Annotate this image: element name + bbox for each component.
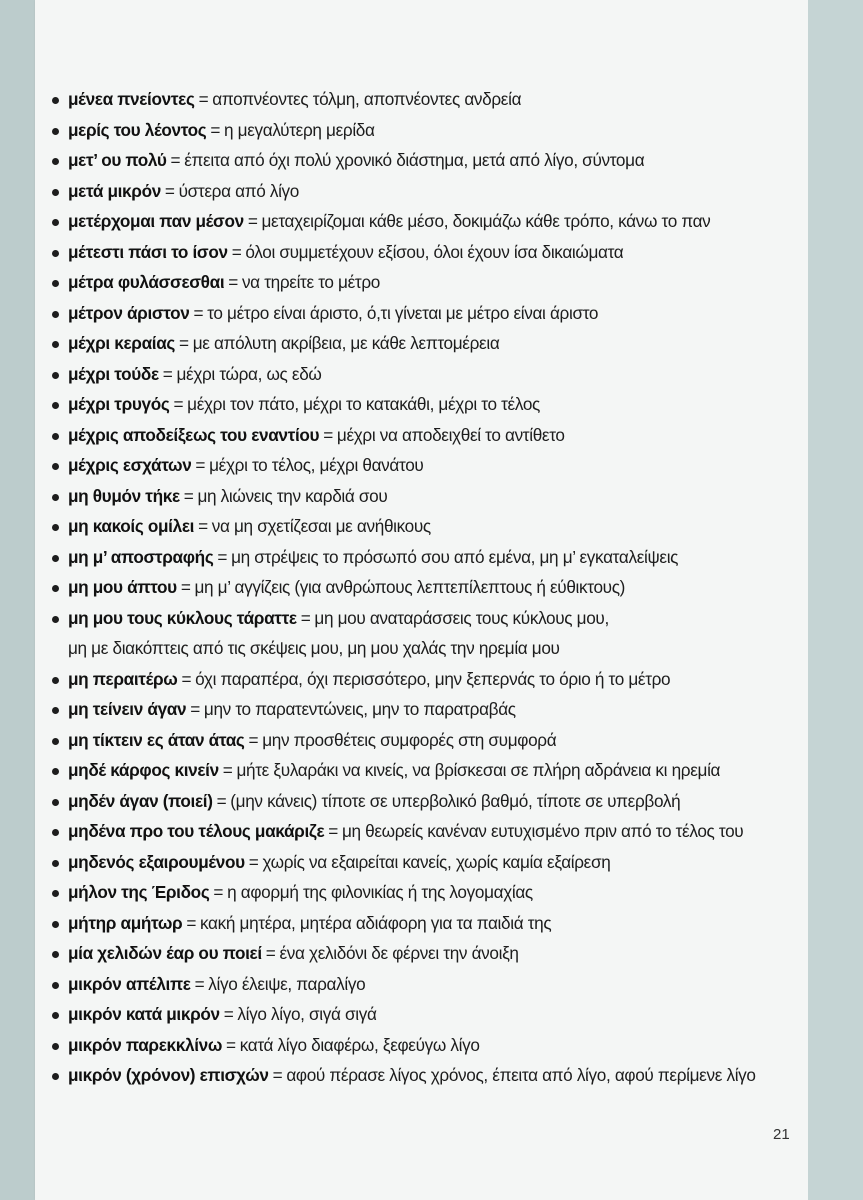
list-item xyxy=(51,115,811,146)
entry-term: μηδένα προ του τέλους μακάριζε xyxy=(68,821,325,841)
list-item xyxy=(51,450,811,481)
bullet-icon xyxy=(52,97,59,104)
entry-term: μετ’ ου πολύ xyxy=(68,150,167,170)
entry-term: μη τίκτειν ες άταν άτας xyxy=(68,729,245,750)
entry-term: μία χελιδών έαρ ου ποιεί xyxy=(68,943,262,963)
equals-sign: = xyxy=(190,699,200,719)
entry-term: μέτρα φυλάσσεσθαι xyxy=(68,272,225,292)
equals-sign: = xyxy=(272,1065,283,1085)
equals-sign: = xyxy=(217,546,228,567)
entry-term: μηδέ κάρφος κινείν xyxy=(68,760,219,780)
entry-meaning: το μέτρο είναι άριστο, ό,τι γίνεται με μέτρο είναι άριστο xyxy=(207,302,599,323)
equals-sign: = xyxy=(328,821,338,841)
list-item xyxy=(51,725,811,756)
entry-meaning: αφού πέρασε λίγος χρόνος, έπειτα από λίγο, αφού περίμενε λίγο xyxy=(286,1065,756,1085)
page-left-edge xyxy=(0,0,35,1200)
list-item xyxy=(51,389,811,420)
bullet-icon xyxy=(52,1012,59,1019)
bullet-icon xyxy=(52,311,59,318)
entry-term: μέχρι τούδε xyxy=(68,363,159,384)
equals-sign: = xyxy=(248,851,259,872)
entry-term: μη κακοίς ομίλει xyxy=(68,516,195,536)
list-item xyxy=(51,1030,811,1061)
equals-sign: = xyxy=(173,394,184,414)
list-item xyxy=(51,84,811,115)
bullet-icon xyxy=(52,433,59,440)
list-item xyxy=(51,877,811,908)
bullet-icon xyxy=(52,677,59,684)
entry-meaning: μην το παρατεντώνεις, μην το παρατραβάς xyxy=(203,699,516,719)
list-item xyxy=(51,359,811,390)
entry-term: μη περαιτέρω xyxy=(68,668,178,689)
entry-meaning: με απόλυτη ακρίβεια, με κάθε λεπτομέρεια xyxy=(192,333,500,353)
equals-sign: = xyxy=(181,668,192,689)
equals-sign: = xyxy=(195,455,206,475)
equals-sign: = xyxy=(164,180,175,201)
entry-term: μη μ’ αποστραφής xyxy=(68,546,214,567)
list-item xyxy=(51,267,811,298)
entry-meaning: να μη σχετίζεσαι με ανήθικους xyxy=(211,516,431,536)
entry-term: μέχρις εσχάτων xyxy=(68,455,192,475)
entry-term: μη μου άπτου xyxy=(68,577,177,597)
equals-sign: = xyxy=(179,333,189,353)
entry-term: μερίς του λέοντος xyxy=(68,119,207,140)
entry-term: μήλον της Έριδος xyxy=(68,882,210,902)
entry-meaning: μη στρέψεις το πρόσωπό σου από εμένα, μη μ’ εγκαταλείψεις xyxy=(231,546,679,567)
bullet-icon xyxy=(52,921,59,928)
bullet-icon xyxy=(52,402,59,409)
equals-sign: = xyxy=(180,577,191,597)
bullet-icon xyxy=(52,189,59,196)
equals-sign: = xyxy=(198,89,209,109)
equals-sign: = xyxy=(210,119,221,140)
equals-sign: = xyxy=(228,272,238,292)
entry-meaning: η μεγαλύτερη μερίδα xyxy=(224,119,375,140)
list-item xyxy=(51,511,811,542)
entry-term: μήτηρ αμήτωρ xyxy=(68,912,183,933)
entry-term: μένεα πνείοντες xyxy=(68,89,195,109)
bullet-icon xyxy=(52,1073,59,1080)
bullet-icon xyxy=(52,1043,59,1050)
list-item xyxy=(51,664,811,695)
entry-term: μη τείνειν άγαν xyxy=(68,699,187,719)
entry-meaning: μην προσθέτεις συμφορές στη συμφορά xyxy=(262,729,557,750)
entry-term: μέχρι κεραίας xyxy=(68,333,176,353)
list-item xyxy=(51,176,811,207)
bullet-icon xyxy=(52,799,59,806)
entry-meaning: χωρίς να εξαιρείται κανείς, χωρίς καμία εξαίρεση xyxy=(262,851,611,872)
bullet-icon xyxy=(52,555,59,562)
bullet-icon xyxy=(52,524,59,531)
entry-meaning: μέχρι το τέλος, μέχρι θανάτου xyxy=(209,455,424,475)
entry-meaning: μέχρι τον πάτο, μέχρι το κατακάθι, μέχρι το τέλος xyxy=(187,394,540,414)
entry-meaning: κακή μητέρα, μητέρα αδιάφορη για τα παιδιά της xyxy=(200,912,552,933)
entry-meaning: μη μ’ αγγίζεις (για ανθρώπους λεπτεπίλεπτους ή εύθικτους) xyxy=(194,577,626,597)
entry-term: μέτεστι πάσι το ίσον xyxy=(68,241,228,262)
bullet-icon xyxy=(52,128,59,135)
entry-term: μη θυμόν τήκε xyxy=(68,485,180,506)
equals-sign: = xyxy=(183,485,194,506)
list-item xyxy=(51,847,811,878)
list-item xyxy=(51,908,811,939)
entry-term: μη μου τους κύκλους τάραττε xyxy=(68,607,297,628)
entry-meaning: μεταχειρίζομαι κάθε μέσο, δοκιμάζω κάθε τρόπο, κάνω το παν xyxy=(261,211,711,231)
bullet-icon xyxy=(52,494,59,501)
entry-term: μέτρον άριστον xyxy=(68,302,190,323)
list-item xyxy=(51,969,811,1000)
entry-meaning: μη λιώνεις την καρδιά σου xyxy=(197,485,388,506)
equals-sign: = xyxy=(226,1034,236,1055)
bullet-icon xyxy=(52,707,59,714)
equals-sign: = xyxy=(231,241,242,262)
entry-meaning: έπειτα από όχι πολύ χρονικό διάστημα, μετά από λίγο, σύντομα xyxy=(184,150,645,170)
document-page xyxy=(35,0,808,1200)
bullet-icon xyxy=(52,158,59,165)
bullet-icon xyxy=(52,250,59,257)
equals-sign: = xyxy=(300,607,311,628)
equals-sign: = xyxy=(223,1004,234,1024)
bullet-icon xyxy=(52,738,59,745)
entry-term: μετά μικρόν xyxy=(68,180,161,201)
entry-meaning: μη μου αναταράσσεις τους κύκλους μου, xyxy=(314,607,609,628)
equals-sign: = xyxy=(186,912,197,933)
list-item xyxy=(51,542,811,573)
equals-sign: = xyxy=(170,150,181,170)
entry-meaning: η αφορμή της φιλονικίας ή της λογομαχίας xyxy=(227,882,533,902)
list-item xyxy=(51,420,811,451)
bullet-icon xyxy=(52,982,59,989)
entry-term: μικρόν παρεκκλίνω xyxy=(68,1034,223,1055)
list-item xyxy=(51,328,811,359)
entry-term: μέχρις αποδείξεως του εναντίου xyxy=(68,424,320,445)
bullet-icon xyxy=(52,829,59,836)
equals-sign: = xyxy=(222,760,233,780)
entry-term: μικρόν κατά μικρόν xyxy=(68,1004,220,1024)
equals-sign: = xyxy=(162,363,173,384)
entry-meaning: να τηρείτε το μέτρο xyxy=(241,272,380,292)
bullet-icon xyxy=(52,585,59,592)
page-right-edge xyxy=(808,0,863,1200)
bullet-icon xyxy=(52,951,59,958)
list-item xyxy=(51,481,811,512)
entry-meaning: μέχρι τώρα, ως εδώ xyxy=(176,363,322,384)
list-item xyxy=(51,999,811,1030)
equals-sign: = xyxy=(247,211,258,231)
entry-meaning: (μην κάνεις) τίποτε σε υπερβολικό βαθμό, τίποτε σε υπερβολή xyxy=(230,790,681,811)
bullet-icon xyxy=(52,280,59,287)
list-item xyxy=(51,1060,811,1091)
bullet-icon xyxy=(52,372,59,379)
entry-term: μηδέν άγαν (ποιεί) xyxy=(68,790,213,811)
list-item xyxy=(51,206,811,237)
phrase-list xyxy=(51,84,811,1091)
list-item xyxy=(51,786,811,817)
list-item xyxy=(51,145,811,176)
equals-sign: = xyxy=(213,882,224,902)
bullet-icon xyxy=(52,768,59,775)
entry-meaning: μήτε ξυλαράκι να κινείς, να βρίσκεσαι σε πλήρη αδράνεια κι ηρεμία xyxy=(236,760,721,780)
list-item xyxy=(51,938,811,969)
list-item xyxy=(51,603,811,664)
entry-meaning: κατά λίγο διαφέρω, ξεφεύγω λίγο xyxy=(239,1034,480,1055)
list-item xyxy=(51,298,811,329)
bullet-icon xyxy=(52,860,59,867)
entry-term: μετέρχομαι παν μέσον xyxy=(68,211,244,231)
list-item xyxy=(51,694,811,725)
bullet-icon xyxy=(52,616,59,623)
equals-sign: = xyxy=(248,729,259,750)
entry-term: μέχρι τρυγός xyxy=(68,394,170,414)
bullet-icon xyxy=(52,341,59,348)
entry-meaning: ένα χελιδόνι δε φέρνει την άνοιξη xyxy=(279,943,519,963)
equals-sign: = xyxy=(198,516,208,536)
entry-term: μηδενός εξαιρουμένου xyxy=(68,851,245,872)
entry-meaning: όχι παραπέρα, όχι περισσότερο, μην ξεπερνάς το όριο ή το μέτρο xyxy=(195,668,671,689)
entry-meaning: όλοι συμμετέχουν εξίσου, όλοι έχουν ίσα δικαιώματα xyxy=(245,241,624,262)
list-item xyxy=(51,572,811,603)
entry-meaning-continuation: μη με διακόπτεις από τις σκέψεις μου, μη μου χαλάς την ηρεμία μου xyxy=(68,638,560,658)
bullet-icon xyxy=(52,463,59,470)
list-item xyxy=(51,755,811,786)
equals-sign: = xyxy=(323,424,333,445)
entry-meaning: μη θεωρείς κανέναν ευτυχισμένο πριν από το τέλος του xyxy=(341,821,744,841)
page-number: 21 xyxy=(773,1126,790,1143)
entry-term: μικρόν (χρόνον) επισχών xyxy=(68,1065,269,1085)
equals-sign: = xyxy=(194,973,205,994)
equals-sign: = xyxy=(193,302,204,323)
entry-meaning: λίγο λίγο, σιγά σιγά xyxy=(237,1004,377,1024)
bullet-icon xyxy=(52,219,59,226)
equals-sign: = xyxy=(216,790,227,811)
entry-term: μικρόν απέλιπε xyxy=(68,973,191,994)
list-item xyxy=(51,816,811,847)
bullet-icon xyxy=(52,890,59,897)
entry-meaning: λίγο έλειψε, παραλίγο xyxy=(208,973,366,994)
entry-meaning: ύστερα από λίγο xyxy=(178,180,300,201)
list-item xyxy=(51,237,811,268)
equals-sign: = xyxy=(265,943,276,963)
entry-meaning: μέχρι να αποδειχθεί το αντίθετο xyxy=(336,424,565,445)
entry-meaning: αποπνέοντες τόλμη, αποπνέοντες ανδρεία xyxy=(212,89,522,109)
